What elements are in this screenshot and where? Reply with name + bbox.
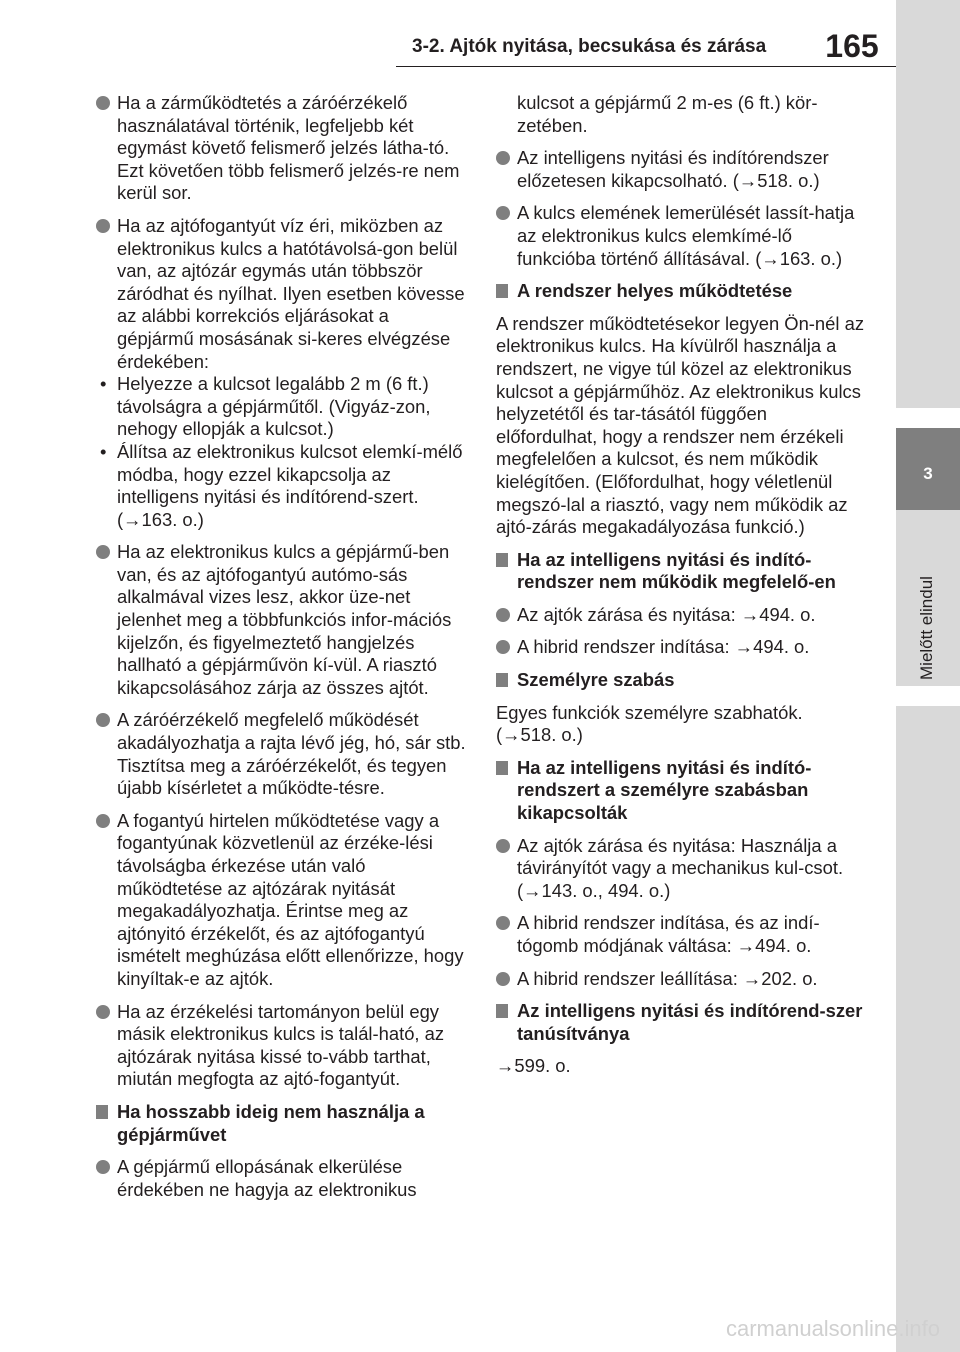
bullet-dot-icon (96, 1160, 110, 1174)
bullet-dot-icon (496, 151, 510, 165)
square-bullet-icon (496, 284, 508, 298)
square-bullet-icon (496, 1004, 508, 1018)
bullet-text: A hibrid rendszer indítása: →494. o. (517, 636, 810, 658)
heading-text: Ha hosszabb ideig nem használja a gépjárművet (117, 1100, 425, 1145)
square-bullet-icon (496, 553, 508, 567)
heading-text: Az intelligens nyitási és indítórend-szer tanúsítványa (517, 1000, 863, 1044)
bullet-text: Ha az elektronikus kulcs a gépjármű-ben van, és az ajtófogantyú autómo-sás alkalmával vizes lesz, akkor üze-net jelenhet meg a többfunkciós infor-mációs kijelzőn, és figyelmeztető hangjelzés hallható a gépjárművön kí-vül. A riasztó kikapcsolásához zárja az összes ajtót. (117, 541, 452, 698)
bullet-text: Ha az ajtófogantyút víz éri, miközben az elektronikus kulcs a hatótávolsá-gon belül van, az ajtózár egymás után többször záródhat és nyílhat. Ilyen esetben kövesse az alábbi korrekciós eljárásokat a gépjármű mosásának si-keres elvégzése érdekében: (117, 214, 465, 372)
sub-item-text: Helyezze a kulcsot legalább 2 m (6 ft.) távolságra a gépjárműtől. (Vigyáz-zon, nehogy ellopják a kulcsot.) (117, 373, 431, 440)
bullet-item (496, 636, 868, 659)
bullet-text: Az ajtók zárása és nyitása: →494. o. (517, 603, 816, 625)
bullet-item (496, 968, 868, 991)
square-bullet-icon (496, 673, 508, 687)
sub-bullet-icon: • (100, 373, 107, 395)
bullet-item (496, 835, 868, 903)
body-paragraph: A rendszer működtetésekor legyen Ön-nél az elektronikus kulcs. Ha kívülről használja a rendszert, ne vigye túl közel az elektronikus kulcsot a gépjárműhöz. Az elektronikus kulcs helyzetétől és tar-tásától függően előfordulhat, hogy a rendszer nem érzékeli megfelelően a kulcsot, és nem működik kielégítően. (Előfordulhat, hogy véletlenül megszó-lal a riasztó, vagy nem működik az ajtó-zárás megakadályozása funkció.) (496, 312, 865, 538)
bullet-dot-icon (96, 814, 110, 828)
page-number: 165 (825, 28, 879, 64)
subsection-heading (96, 1101, 468, 1146)
bullet-text: Ha a zárműködtetés a záróérzékelő használatával történik, legfeljebb két egymást követő felismerő jelzés látha-tó. Ezt követően több felismerő jelzés-re nem kerül sor. (117, 92, 460, 204)
subsection-heading (496, 549, 868, 594)
bullet-text: A hibrid rendszer leállítása: →202. o. (517, 967, 818, 989)
bullet-dot-icon (496, 206, 510, 220)
continued-text: kulcsot a gépjármű 2 m-es (6 ft.) kör-zetében. (517, 92, 818, 136)
bullet-item (96, 709, 468, 799)
section-title: 3-2. Ajtók nyitása, becsukása és zárása (412, 36, 767, 57)
sub-item-text: Állítsa az elektronikus kulcsot elemkí-mélő módba, hogy ezzel kikapcsolja az intelligens nyitási és indítórend-szert. (→163. o.) (117, 440, 463, 530)
bullet-dot-icon (496, 608, 510, 622)
sub-bullet-icon: • (100, 440, 107, 462)
square-bullet-icon (496, 761, 508, 775)
sub-item (96, 441, 468, 531)
bullet-item (96, 1001, 468, 1091)
bullet-dot-icon (496, 972, 510, 986)
bullet-item (496, 912, 868, 957)
bullet-text: A záróérzékelő megfelelő működését akadályozhatja a rajta lévő jég, hó, sár stb. Tisztítsa meg a záróérzékelőt, és tegyen újabb kísérletet a működte-tésre. (117, 709, 466, 799)
bullet-text: Az intelligens nyitási és indítórendszer előzetesen kikapcsolható. (→518. o.) (517, 147, 829, 191)
subsection-heading (496, 669, 868, 692)
heading-text: Ha az intelligens nyitási és indító-rendszert a személyre szabásban kikapcsolták (517, 756, 812, 824)
chapter-label: Mielőtt elindul (917, 576, 936, 680)
page-header (0, 0, 960, 90)
heading-text: A rendszer helyes működtetése (517, 280, 793, 302)
bullet-item (96, 541, 468, 699)
bullet-dot-icon (96, 219, 110, 233)
square-bullet-icon (96, 1105, 108, 1119)
bullet-item (496, 604, 868, 627)
bullet-item (96, 92, 468, 205)
chapter-label-strip (896, 510, 960, 686)
subsection-heading (496, 1000, 868, 1045)
side-tab-bottom (896, 706, 960, 1352)
bullet-item (96, 1156, 468, 1201)
header-rule (396, 66, 896, 67)
bullet-text: Az ajtók zárása és nyitása: Használja a távirányítót vagy a mechanikus kul-csot. (→143. o., 494. o.) (517, 834, 844, 901)
sub-item (96, 373, 468, 441)
bullet-dot-icon (96, 1005, 110, 1019)
left-column (96, 92, 468, 1211)
body-paragraph: Egyes funkciók személyre szabhatók. (→518. o.) (496, 701, 803, 746)
side-tab-top (896, 0, 960, 408)
bullet-dot-icon (96, 96, 110, 110)
bullet-text: A fogantyú hirtelen működtetése vagy a fogantyúnak közvetlenül az érzéke-lési távolságba érkezése után való működtetése az ajtózárak nyitását megakadályozhatja. Érintse meg az ajtónyitó érzékelőt, és az ajtófogantyú ismételt meghúzása előtt ellenőrizze, hogy kinyíltak-e az ajtók. (117, 809, 464, 989)
heading-text: Ha az intelligens nyitási és indító-rendszer nem működik megfelelő-en (517, 548, 836, 593)
bullet-item (96, 810, 468, 991)
chapter-number: 3 (923, 464, 933, 483)
bullet-dot-icon (96, 545, 110, 559)
bullet-dot-icon (496, 640, 510, 654)
bullet-item (96, 215, 468, 373)
watermark: carmanualsonline.info (725, 1316, 940, 1341)
bullet-text: A hibrid rendszer indítása, és az indí-tógomb módjának váltása: →494. o. (517, 912, 820, 956)
bullet-item (496, 202, 868, 270)
bullet-text: Ha az érzékelési tartományon belül egy másik elektronikus kulcs is talál-ható, az ajtózárak nyitása kissé to-vább tarthat, miután megfogta az ajtó-fogantyút. (117, 1000, 445, 1090)
bullet-item (496, 147, 868, 192)
bullet-dot-icon (496, 916, 510, 930)
subsection-heading (496, 280, 868, 303)
right-column (496, 92, 868, 1088)
bullet-text: A kulcs elemének lemerülését lassít-hatja az elektronikus kulcs elemkímé-lő funkcióba történő állításával. (→163. o.) (517, 202, 855, 269)
heading-text: Személyre szabás (517, 669, 675, 691)
subsection-heading (496, 757, 868, 825)
chapter-tab[interactable] (896, 428, 960, 510)
bullet-dot-icon (496, 839, 510, 853)
bullet-dot-icon (96, 713, 110, 727)
body-paragraph: →599. o. (496, 1055, 571, 1077)
bullet-text: A gépjármű ellopásának elkerülése érdekében ne hagyja az elektronikus (117, 1156, 417, 1200)
